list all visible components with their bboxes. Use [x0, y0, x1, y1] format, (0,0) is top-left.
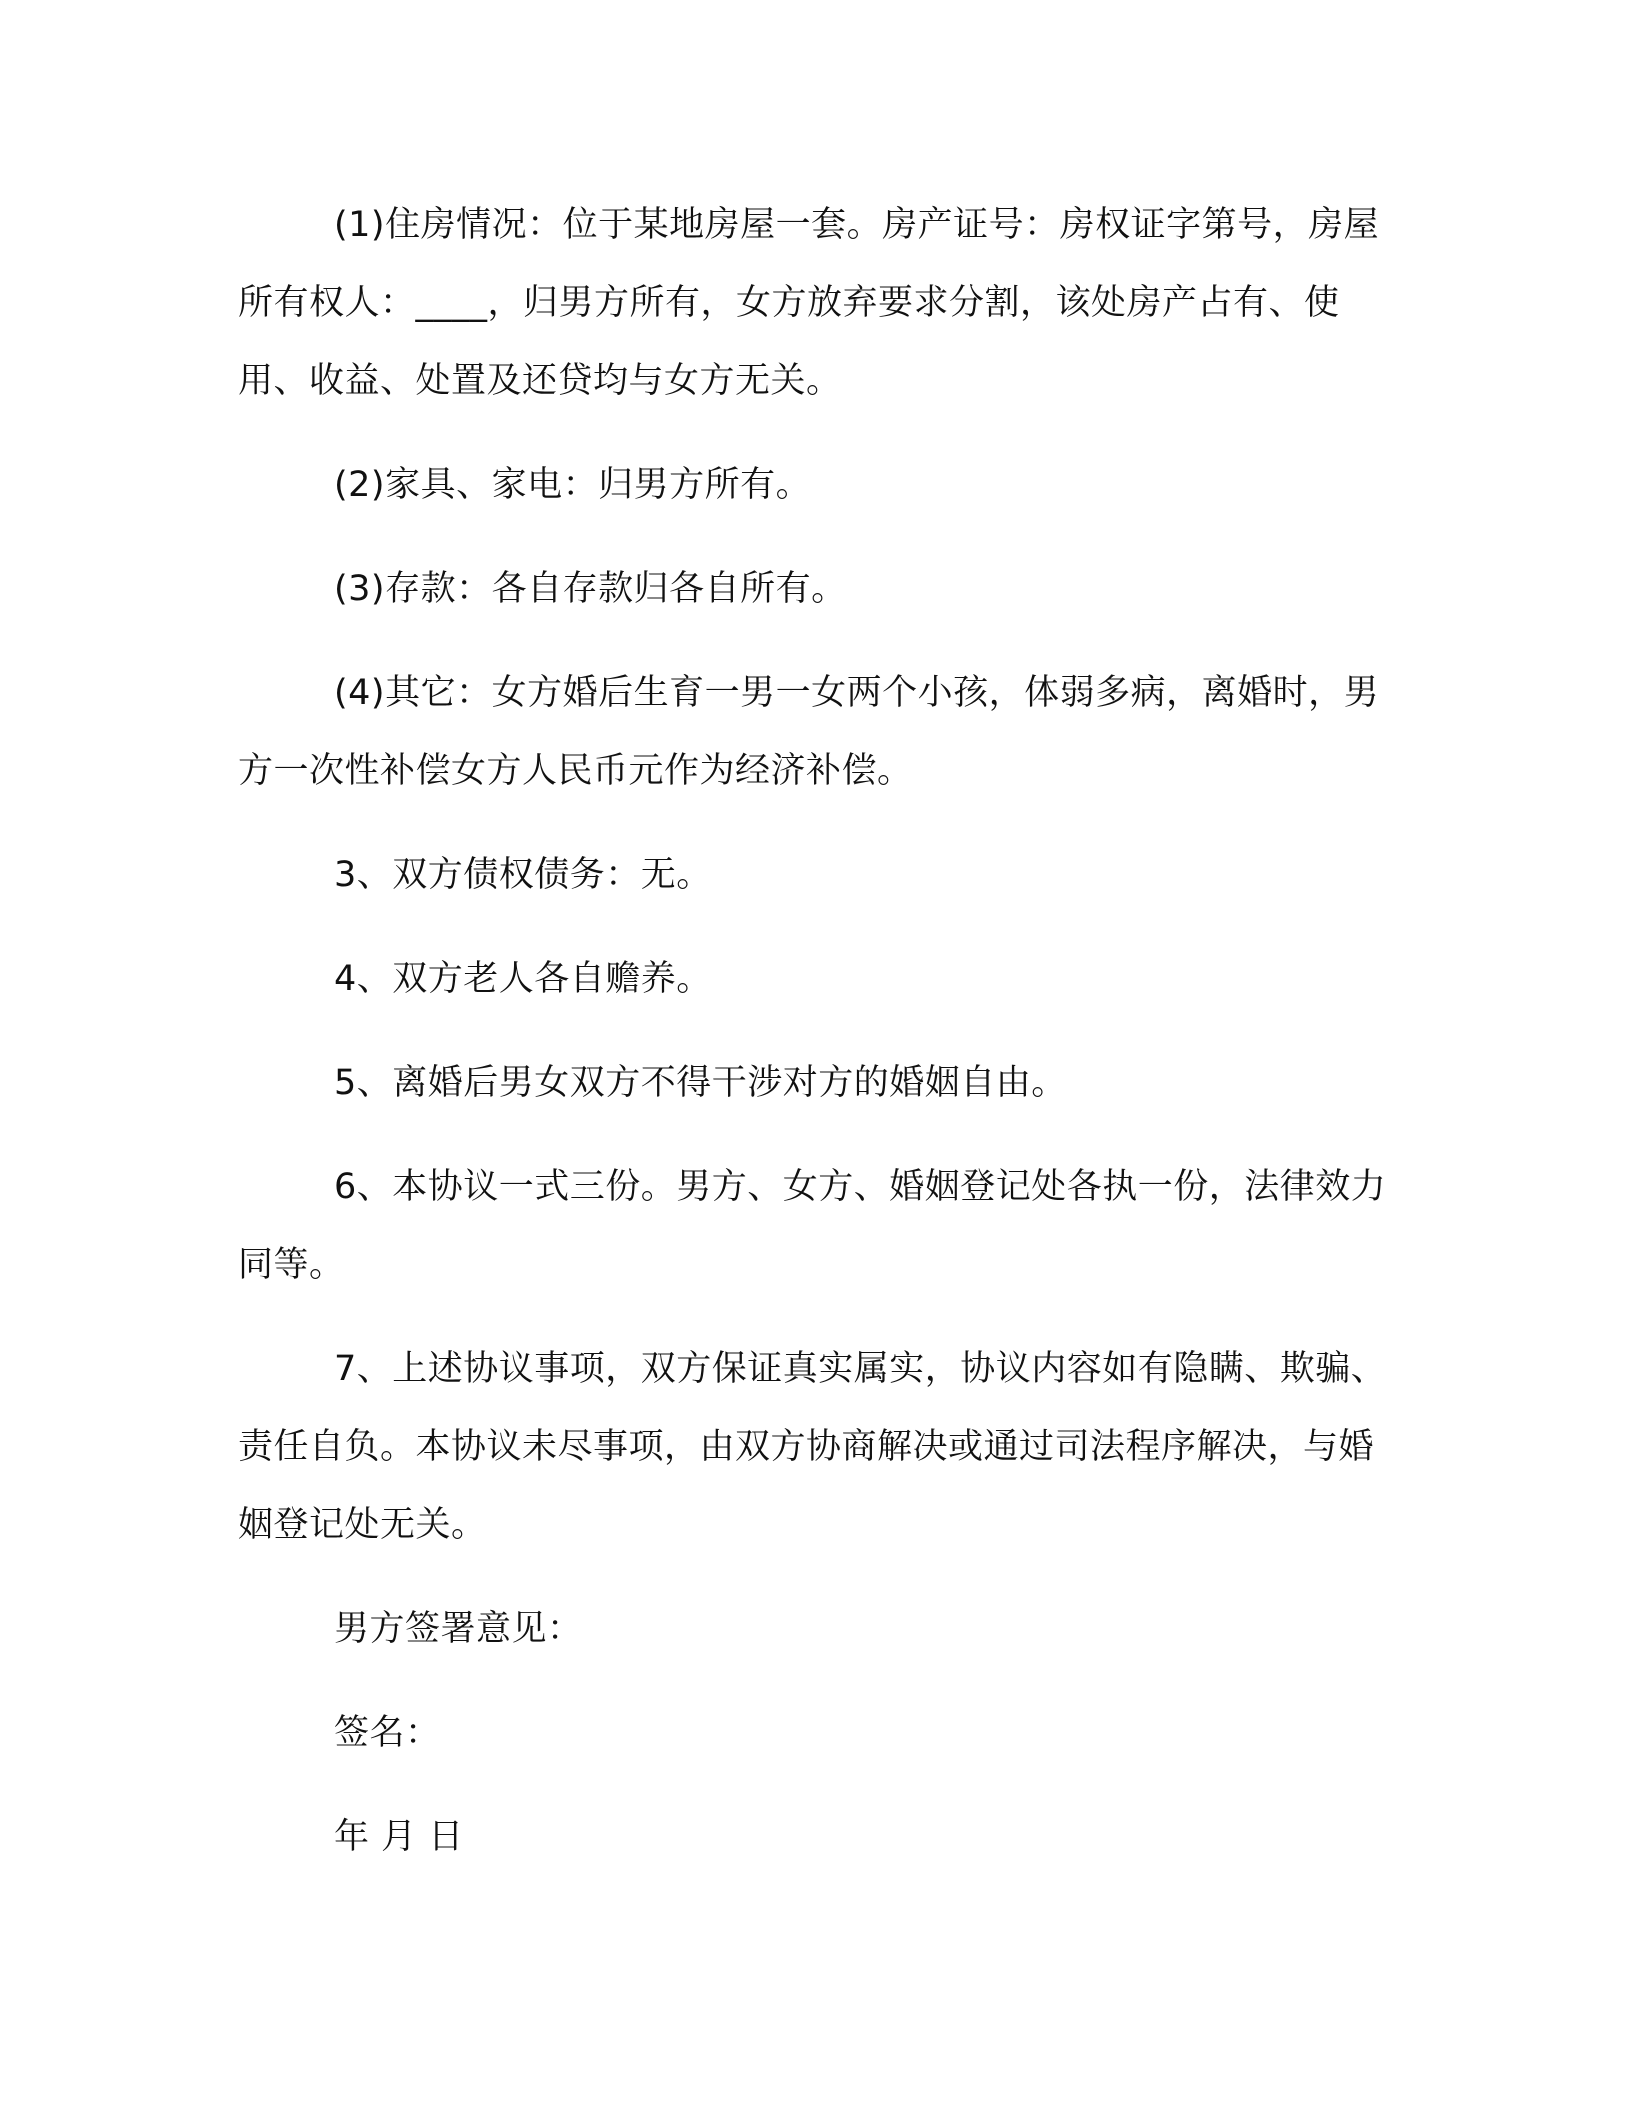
clause-other: (4)其它：女方婚后生育一男一女两个小孩，体弱多病，离婚时，男方一次性补偿女方人民币元作为经济补偿。	[238, 673, 1380, 791]
clause-elders: 4、双方老人各自赡养。	[334, 959, 712, 999]
clause-furniture: (2)家具、家电：归男方所有。	[334, 465, 812, 505]
clause-savings: (3)存款：各自存款归各自所有。	[334, 569, 847, 609]
signature-label: 签名：	[334, 1713, 441, 1753]
male-opinion-label: 男方签署意见：	[334, 1609, 583, 1649]
clause-truthfulness: 7、上述协议事项，双方保证真实属实，协议内容如有隐瞒、欺骗、责任自负。本协议未尽事项，由双方协商解决或通过司法程序解决，与婚姻登记处无关。	[238, 1349, 1387, 1545]
clause-marriage-freedom: 5、离婚后男女双方不得干涉对方的婚姻自由。	[334, 1063, 1067, 1103]
clause-copies: 6、本协议一式三份。男方、女方、婚姻登记处各执一份，法律效力同等。	[238, 1167, 1387, 1285]
clause-housing: (1)住房情况：位于某地房屋一套。房产证号：房权证字第号，房屋所有权人：____，归男方所有，女方放弃要求分割，该处房产占有、使用、收益、处置及还贷均与女方无关。	[238, 205, 1380, 401]
clause-debts: 3、双方债权债务：无。	[334, 855, 712, 895]
date-label: 年 月 日	[334, 1817, 464, 1857]
document-body	[238, 186, 1398, 1902]
signature-block	[238, 1590, 1398, 1876]
